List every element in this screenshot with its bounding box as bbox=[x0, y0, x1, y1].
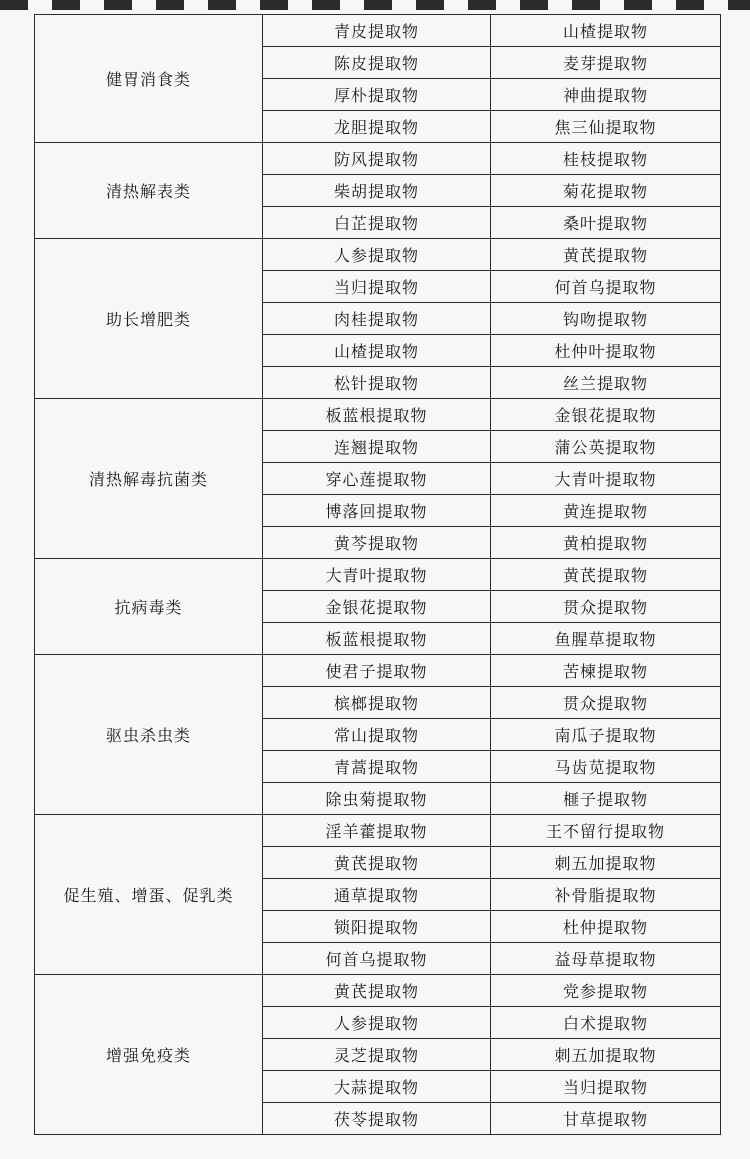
extract-cell-right: 白术提取物 bbox=[491, 1007, 721, 1039]
category-cell: 驱虫杀虫类 bbox=[35, 655, 263, 815]
extract-cell-left: 通草提取物 bbox=[263, 879, 491, 911]
table-row bbox=[35, 239, 721, 271]
table-row bbox=[35, 15, 721, 47]
extract-cell-left: 锁阳提取物 bbox=[263, 911, 491, 943]
extract-cell-left: 大蒜提取物 bbox=[263, 1071, 491, 1103]
extract-cell-right: 贯众提取物 bbox=[491, 687, 721, 719]
extract-cell-left: 防风提取物 bbox=[263, 143, 491, 175]
extract-cell-right: 山楂提取物 bbox=[491, 15, 721, 47]
extract-cell-left: 龙胆提取物 bbox=[263, 111, 491, 143]
extract-cell-right: 王不留行提取物 bbox=[491, 815, 721, 847]
extract-cell-right: 蒲公英提取物 bbox=[491, 431, 721, 463]
extract-cell-left: 灵芝提取物 bbox=[263, 1039, 491, 1071]
extract-cell-left: 淫羊藿提取物 bbox=[263, 815, 491, 847]
extract-cell-left: 肉桂提取物 bbox=[263, 303, 491, 335]
table-row bbox=[35, 655, 721, 687]
extract-cell-right: 黄连提取物 bbox=[491, 495, 721, 527]
extract-cell-left: 使君子提取物 bbox=[263, 655, 491, 687]
extract-cell-right: 贯众提取物 bbox=[491, 591, 721, 623]
category-cell: 清热解毒抗菌类 bbox=[35, 399, 263, 559]
category-cell: 助长增肥类 bbox=[35, 239, 263, 399]
herb-extract-table bbox=[34, 14, 721, 1135]
extract-cell-left: 连翘提取物 bbox=[263, 431, 491, 463]
extract-cell-right: 丝兰提取物 bbox=[491, 367, 721, 399]
extract-cell-left: 人参提取物 bbox=[263, 239, 491, 271]
extract-cell-left: 青蒿提取物 bbox=[263, 751, 491, 783]
extract-cell-right: 杜仲叶提取物 bbox=[491, 335, 721, 367]
extract-cell-right: 钩吻提取物 bbox=[491, 303, 721, 335]
extract-cell-right: 补骨脂提取物 bbox=[491, 879, 721, 911]
extract-cell-left: 人参提取物 bbox=[263, 1007, 491, 1039]
extract-cell-right: 南瓜子提取物 bbox=[491, 719, 721, 751]
extract-cell-right: 何首乌提取物 bbox=[491, 271, 721, 303]
extract-cell-right: 马齿苋提取物 bbox=[491, 751, 721, 783]
extract-cell-left: 博落回提取物 bbox=[263, 495, 491, 527]
extract-cell-right: 杜仲提取物 bbox=[491, 911, 721, 943]
extract-cell-right: 当归提取物 bbox=[491, 1071, 721, 1103]
category-cell: 健胃消食类 bbox=[35, 15, 263, 143]
extract-cell-right: 桑叶提取物 bbox=[491, 207, 721, 239]
extract-cell-left: 青皮提取物 bbox=[263, 15, 491, 47]
extract-cell-right: 黄柏提取物 bbox=[491, 527, 721, 559]
extract-cell-left: 常山提取物 bbox=[263, 719, 491, 751]
extract-cell-left: 黄芩提取物 bbox=[263, 527, 491, 559]
extract-cell-left: 大青叶提取物 bbox=[263, 559, 491, 591]
extract-cell-right: 麦芽提取物 bbox=[491, 47, 721, 79]
extract-cell-left: 板蓝根提取物 bbox=[263, 623, 491, 655]
extract-cell-left: 黄芪提取物 bbox=[263, 847, 491, 879]
category-cell: 增强免疫类 bbox=[35, 975, 263, 1135]
category-cell: 清热解表类 bbox=[35, 143, 263, 239]
extract-cell-right: 黄芪提取物 bbox=[491, 239, 721, 271]
extract-cell-right: 鱼腥草提取物 bbox=[491, 623, 721, 655]
extract-cell-right: 焦三仙提取物 bbox=[491, 111, 721, 143]
extract-cell-left: 金银花提取物 bbox=[263, 591, 491, 623]
table-body bbox=[35, 15, 721, 1135]
extract-cell-left: 松针提取物 bbox=[263, 367, 491, 399]
extract-cell-left: 陈皮提取物 bbox=[263, 47, 491, 79]
extract-cell-left: 黄芪提取物 bbox=[263, 975, 491, 1007]
extract-cell-right: 菊花提取物 bbox=[491, 175, 721, 207]
category-cell: 促生殖、增蛋、促乳类 bbox=[35, 815, 263, 975]
extract-cell-right: 党参提取物 bbox=[491, 975, 721, 1007]
extract-cell-right: 刺五加提取物 bbox=[491, 847, 721, 879]
extract-cell-left: 厚朴提取物 bbox=[263, 79, 491, 111]
extract-cell-left: 槟榔提取物 bbox=[263, 687, 491, 719]
extract-cell-left: 穿心莲提取物 bbox=[263, 463, 491, 495]
extract-cell-right: 甘草提取物 bbox=[491, 1103, 721, 1135]
table-row bbox=[35, 399, 721, 431]
extract-cell-left: 板蓝根提取物 bbox=[263, 399, 491, 431]
table-row bbox=[35, 559, 721, 591]
table-row bbox=[35, 143, 721, 175]
extract-cell-left: 山楂提取物 bbox=[263, 335, 491, 367]
extract-cell-right: 金银花提取物 bbox=[491, 399, 721, 431]
extract-cell-right: 神曲提取物 bbox=[491, 79, 721, 111]
table-row bbox=[35, 815, 721, 847]
extract-cell-right: 益母草提取物 bbox=[491, 943, 721, 975]
extract-cell-right: 刺五加提取物 bbox=[491, 1039, 721, 1071]
extract-cell-left: 除虫菊提取物 bbox=[263, 783, 491, 815]
extract-cell-right: 黄芪提取物 bbox=[491, 559, 721, 591]
category-cell: 抗病毒类 bbox=[35, 559, 263, 655]
extract-cell-right: 苦楝提取物 bbox=[491, 655, 721, 687]
extract-cell-right: 桂枝提取物 bbox=[491, 143, 721, 175]
extract-cell-left: 当归提取物 bbox=[263, 271, 491, 303]
extract-cell-left: 茯苓提取物 bbox=[263, 1103, 491, 1135]
extract-cell-left: 柴胡提取物 bbox=[263, 175, 491, 207]
extract-cell-right: 榧子提取物 bbox=[491, 783, 721, 815]
extract-cell-right: 大青叶提取物 bbox=[491, 463, 721, 495]
extract-cell-left: 白芷提取物 bbox=[263, 207, 491, 239]
table-row bbox=[35, 975, 721, 1007]
extract-cell-left: 何首乌提取物 bbox=[263, 943, 491, 975]
top-cropped-border bbox=[0, 0, 750, 10]
